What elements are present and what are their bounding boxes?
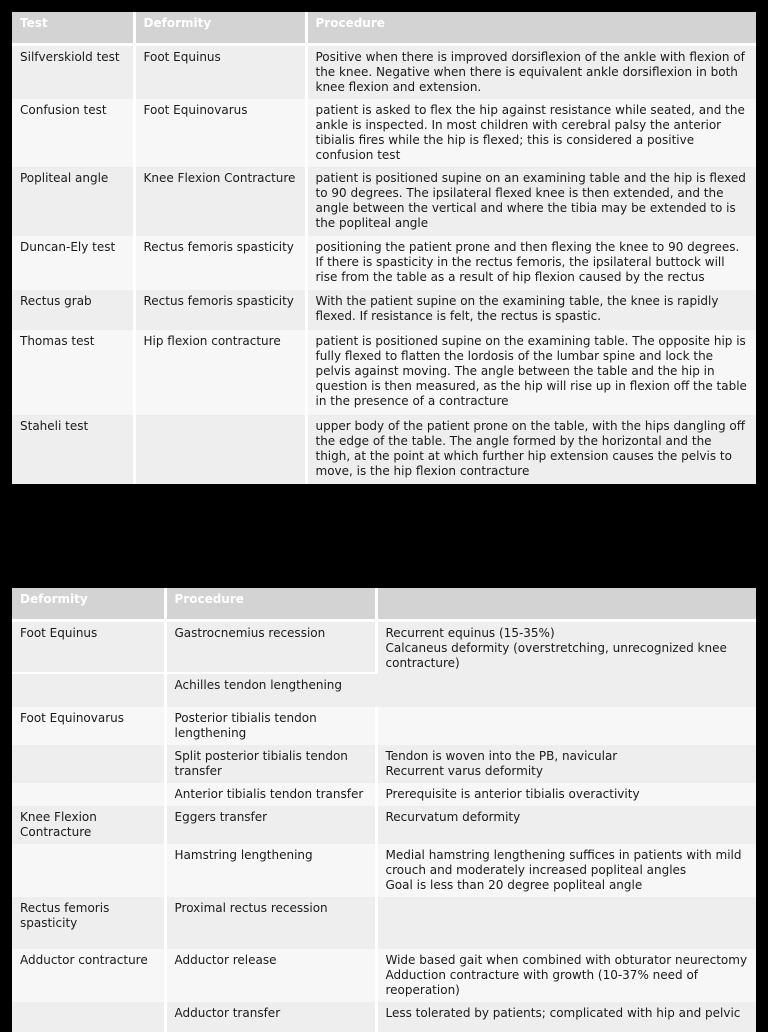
- procedure: patient is asked to flex the hip against resistance while seated, and the ankle is inspected. In most children with cerebral palsy the anterior tibialis fires while the hip is flexed; this is considered a positive confusion test: [306, 99, 756, 167]
- notes: [376, 897, 756, 949]
- note-line: Recurvatum deformity: [385, 809, 521, 824]
- procedure: patient is positioned supine on an examining table and the hip is flexed to 90 degrees. The ipsilateral flexed knee is then extended, and the angle between the vertical and where the tibia may be extended to is the popliteal angle: [306, 167, 756, 236]
- procedure: Posterior tibialis tendon lengthening: [165, 707, 376, 745]
- procedure: With the patient supine on the examining table, the knee is rapidly flexed. If resistance is felt, the rectus is spastic.: [306, 290, 756, 330]
- table-row: [12, 330, 756, 415]
- deformity: [12, 1002, 165, 1032]
- notes: [376, 844, 756, 897]
- test-name: Rectus grab: [12, 290, 134, 330]
- procedure: Hamstring lengthening: [165, 844, 376, 897]
- note-line: Adduction contracture with growth (10-37% need of reoperation): [385, 967, 699, 997]
- table-row: [12, 806, 756, 844]
- deformity: Knee Flexion Contracture: [134, 167, 306, 236]
- notes: [376, 806, 756, 844]
- table-row: [12, 1002, 756, 1032]
- table-header-row: [12, 12, 756, 45]
- header-procedure: Procedure: [306, 12, 756, 45]
- table-row: [12, 745, 756, 783]
- deformity: [12, 673, 165, 707]
- test-name: Confusion test: [12, 99, 134, 167]
- table-row: [12, 621, 756, 673]
- deformity: Rectus femoris spasticity: [134, 236, 306, 290]
- procedure: Adductor transfer: [165, 1002, 376, 1032]
- note-line: Recurrent varus deformity: [385, 763, 543, 778]
- surgical-procedures-table: [12, 588, 756, 1032]
- table-row: [12, 949, 756, 1002]
- table-row: [12, 783, 756, 806]
- table-row: [12, 415, 756, 484]
- deformity: Adductor contracture: [12, 949, 165, 1002]
- table-row: [12, 45, 756, 100]
- deformity: Foot Equinovarus: [12, 707, 165, 745]
- note-line: Recurrent equinus (15-35%): [385, 626, 555, 640]
- deformity: Rectus femoris spasticity: [12, 897, 165, 949]
- clinical-tests-table: [12, 12, 756, 484]
- header-notes: [376, 588, 756, 621]
- notes: [376, 1002, 756, 1032]
- table-row: [12, 844, 756, 897]
- procedure: patient is positioned supine on the examining table. The opposite hip is fully flexed to flatten the lordosis of the lumbar spine and lock the pelvis against moving. The angle between the table and the hip in question is then measured, as the hip will rise up in flexion off the table in the presence of a contracture: [306, 330, 756, 415]
- procedure: positioning the patient prone and then flexing the knee to 90 degrees. If there is spasticity in the rectus femoris, the ipsilateral buttock will rise from the table as a result of hip flexion caused by the rectus: [306, 236, 756, 290]
- table-row: [12, 290, 756, 330]
- procedure: Adductor release: [165, 949, 376, 1002]
- note-line: Goal is less than 20 degree popliteal angle: [385, 877, 643, 892]
- procedure: Positive when there is improved dorsiflexion of the ankle with flexion of the knee. Negative when there is equivalent ankle dorsiflexion in both knee flexion and extension.: [306, 45, 756, 100]
- notes: [376, 783, 756, 806]
- note-line: Calcaneus deformity (overstretching, unrecognized knee contracture): [385, 641, 727, 670]
- note-line: Wide based gait when combined with obturator neurectomy: [385, 952, 748, 967]
- notes: [376, 707, 756, 745]
- table-row: [12, 236, 756, 290]
- table-row: [12, 707, 756, 745]
- test-name: Popliteal angle: [12, 167, 134, 236]
- deformity: Rectus femoris spasticity: [134, 290, 306, 330]
- deformity: [134, 415, 306, 484]
- note-line: Prerequisite is anterior tibialis overactivity: [385, 786, 640, 801]
- table-header-row: [12, 588, 756, 621]
- note-line: Medial hamstring lengthening suffices in patients with mild crouch and moderately increased popliteal angles: [385, 847, 742, 877]
- deformity: [12, 844, 165, 897]
- notes: [376, 621, 756, 707]
- table-row: [12, 897, 756, 949]
- test-name: Duncan-Ely test: [12, 236, 134, 290]
- test-name: Staheli test: [12, 415, 134, 484]
- procedure: Anterior tibialis tendon transfer: [165, 783, 376, 806]
- deformity: Hip flexion contracture: [134, 330, 306, 415]
- deformity: Foot Equinus: [134, 45, 306, 100]
- notes: [376, 949, 756, 1002]
- procedure: Split posterior tibialis tendon transfer: [165, 745, 376, 783]
- note-line: Less tolerated by patients; complicated with hip and pelvic: [385, 1005, 741, 1020]
- procedure: Proximal rectus recession: [165, 897, 376, 949]
- notes: [376, 745, 756, 783]
- deformity: [12, 745, 165, 783]
- procedure: Eggers transfer: [165, 806, 376, 844]
- test-name: Silfverskiold test: [12, 45, 134, 100]
- header-deformity: Deformity: [12, 588, 165, 621]
- header-test: Test: [12, 12, 134, 45]
- deformity: [12, 783, 165, 806]
- table-row: [12, 99, 756, 167]
- header-procedure: Procedure: [165, 588, 376, 621]
- table-row: [12, 167, 756, 236]
- header-deformity: Deformity: [134, 12, 306, 45]
- note-line: Tendon is woven into the PB, navicular: [385, 748, 618, 763]
- test-name: Thomas test: [12, 330, 134, 415]
- procedure: upper body of the patient prone on the table, with the hips dangling off the edge of the table. The angle formed by the horizontal and the thigh, at the point at which further hip extension causes the pelvis to move, is the hip flexion contracture: [306, 415, 756, 484]
- deformity: Foot Equinovarus: [134, 99, 306, 167]
- procedure: Gastrocnemius recession: [165, 621, 376, 673]
- deformity: Knee Flexion Contracture: [12, 806, 165, 844]
- procedure: Achilles tendon lengthening: [165, 673, 376, 707]
- deformity: Foot Equinus: [12, 621, 165, 673]
